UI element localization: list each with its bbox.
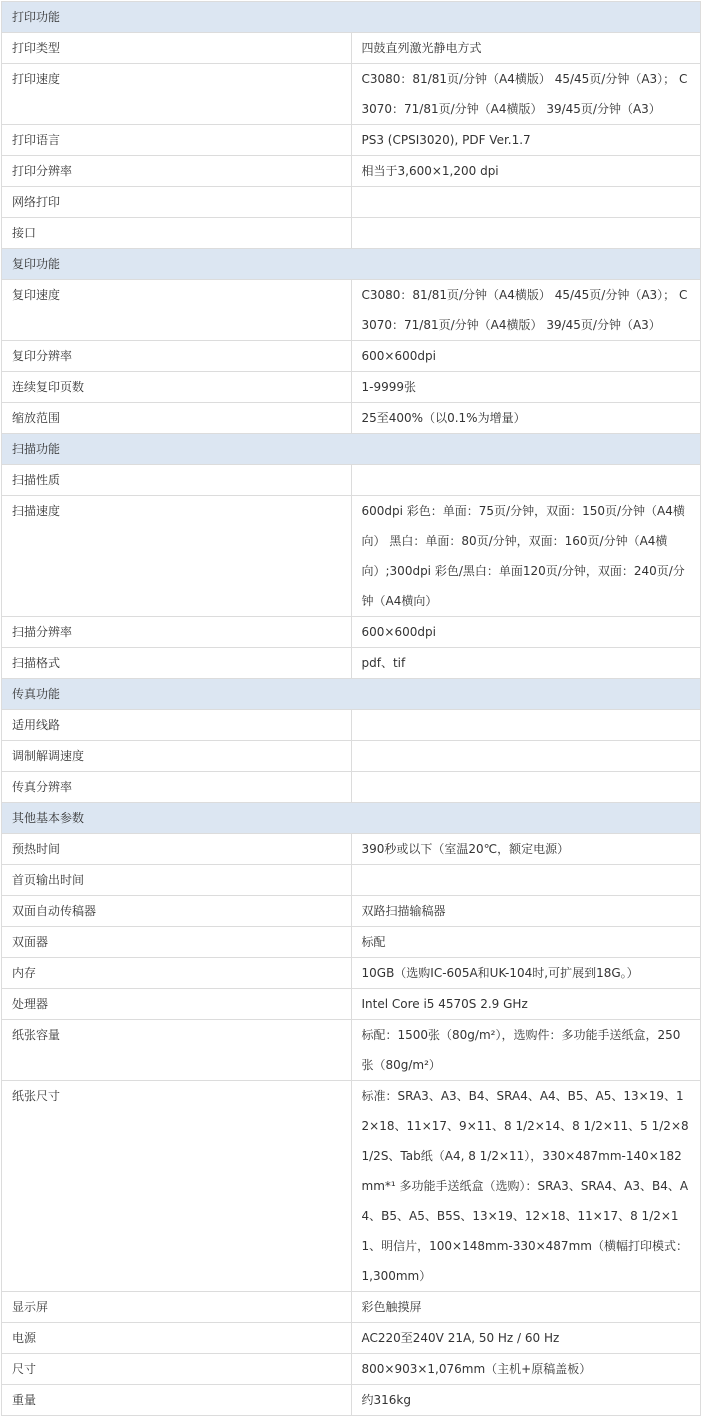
spec-label: 网络打印 <box>2 187 352 218</box>
spec-label: 适用线路 <box>2 710 352 741</box>
spec-row <box>2 1081 701 1292</box>
spec-row <box>2 741 701 772</box>
spec-value: 四鼓直列激光静电方式 <box>351 33 701 64</box>
spec-label: 打印类型 <box>2 33 352 64</box>
section-title: 打印功能 <box>2 2 701 33</box>
spec-value: pdf、tif <box>351 648 701 679</box>
spec-value <box>351 710 701 741</box>
spec-row <box>2 187 701 218</box>
spec-row <box>2 617 701 648</box>
spec-row <box>2 403 701 434</box>
spec-label: 打印语言 <box>2 125 352 156</box>
section-header-row <box>2 679 701 710</box>
spec-row <box>2 1385 701 1416</box>
spec-value: AC220至240V 21A, 50 Hz / 60 Hz <box>351 1323 701 1354</box>
spec-label: 电源 <box>2 1323 352 1354</box>
spec-row <box>2 465 701 496</box>
spec-row <box>2 496 701 617</box>
spec-label: 纸张尺寸 <box>2 1081 352 1292</box>
spec-label: 双面自动传稿器 <box>2 896 352 927</box>
section-title: 复印功能 <box>2 249 701 280</box>
spec-value: 600dpi 彩色：单面：75页/分钟，双面：150页/分钟（A4横向） 黑白：单面：80页/分钟，双面：160页/分钟（A4横向）;300dpi 彩色/黑白：单面120页/分钟，双面：240页/分钟（A4横向） <box>351 496 701 617</box>
spec-value: 彩色触摸屏 <box>351 1292 701 1323</box>
spec-value: 约316kg <box>351 1385 701 1416</box>
spec-label: 扫描速度 <box>2 496 352 617</box>
spec-row <box>2 33 701 64</box>
spec-row <box>2 989 701 1020</box>
spec-value: 600×600dpi <box>351 341 701 372</box>
spec-label: 尺寸 <box>2 1354 352 1385</box>
spec-label: 打印分辨率 <box>2 156 352 187</box>
spec-value: 800×903×1,076mm（主机+原稿盖板） <box>351 1354 701 1385</box>
spec-value <box>351 741 701 772</box>
spec-value: 双路扫描输稿器 <box>351 896 701 927</box>
spec-label: 处理器 <box>2 989 352 1020</box>
spec-value: 25至400%（以0.1%为增量） <box>351 403 701 434</box>
section-header-row <box>2 434 701 465</box>
spec-label: 扫描性质 <box>2 465 352 496</box>
spec-value: 390秒或以下（室温20℃，额定电源） <box>351 834 701 865</box>
spec-label: 接口 <box>2 218 352 249</box>
spec-value <box>351 218 701 249</box>
section-title: 其他基本参数 <box>2 803 701 834</box>
spec-value: 标配 <box>351 927 701 958</box>
spec-row <box>2 648 701 679</box>
spec-label: 双面器 <box>2 927 352 958</box>
spec-row <box>2 834 701 865</box>
spec-row <box>2 772 701 803</box>
spec-label: 扫描格式 <box>2 648 352 679</box>
spec-label: 复印速度 <box>2 280 352 341</box>
spec-value: 600×600dpi <box>351 617 701 648</box>
spec-row <box>2 896 701 927</box>
spec-value: C3080：81/81页/分钟（A4横版） 45/45页/分钟（A3）； C3070：71/81页/分钟（A4横版） 39/45页/分钟（A3） <box>351 280 701 341</box>
spec-row <box>2 218 701 249</box>
spec-value: 1-9999张 <box>351 372 701 403</box>
spec-row <box>2 1292 701 1323</box>
spec-row <box>2 341 701 372</box>
spec-label: 缩放范围 <box>2 403 352 434</box>
spec-label: 纸张容量 <box>2 1020 352 1081</box>
section-title: 扫描功能 <box>2 434 701 465</box>
section-title: 传真功能 <box>2 679 701 710</box>
spec-label: 复印分辨率 <box>2 341 352 372</box>
spec-label: 传真分辨率 <box>2 772 352 803</box>
spec-value: PS3 (CPSI3020), PDF Ver.1.7 <box>351 125 701 156</box>
spec-row <box>2 125 701 156</box>
spec-value: 标配：1500张（80g/m²），选购件：多功能手送纸盒，250张（80g/m²） <box>351 1020 701 1081</box>
spec-label: 预热时间 <box>2 834 352 865</box>
spec-value: Intel Core i5 4570S 2.9 GHz <box>351 989 701 1020</box>
section-header-row <box>2 2 701 33</box>
spec-row <box>2 865 701 896</box>
spec-row <box>2 372 701 403</box>
spec-label: 调制解调速度 <box>2 741 352 772</box>
spec-row <box>2 1020 701 1081</box>
spec-row <box>2 1354 701 1385</box>
spec-table <box>1 1 701 1416</box>
spec-label: 扫描分辨率 <box>2 617 352 648</box>
spec-value: C3080：81/81页/分钟（A4横版） 45/45页/分钟（A3）； C3070：71/81页/分钟（A4横版） 39/45页/分钟（A3） <box>351 64 701 125</box>
spec-row <box>2 64 701 125</box>
spec-label: 打印速度 <box>2 64 352 125</box>
spec-label: 重量 <box>2 1385 352 1416</box>
spec-value: 标准：SRA3、A3、B4、SRA4、A4、B5、A5、13×19、12×18、11×17、9×11、8 1/2×14、8 1/2×11、5 1/2×8 1/2S、Tab纸（A4, 8 1/2×11），330×487mm-140×182mm*¹ 多功能手送纸盒（选购）：SRA3、SRA4、A3、B4、A4、B5、A5、B5S、13×19、12×18、11×17、8 1/2×11、明信片，100×148mm-330×487mm（横幅打印模式：1,300mm） <box>351 1081 701 1292</box>
spec-row <box>2 1323 701 1354</box>
spec-value <box>351 865 701 896</box>
spec-row <box>2 280 701 341</box>
section-header-row <box>2 803 701 834</box>
spec-row <box>2 927 701 958</box>
spec-table-body <box>2 2 701 1416</box>
spec-value <box>351 772 701 803</box>
spec-value: 10GB（选购IC-605A和UK-104时,可扩展到18G。） <box>351 958 701 989</box>
spec-value: 相当于3,600×1,200 dpi <box>351 156 701 187</box>
spec-row <box>2 156 701 187</box>
spec-label: 连续复印页数 <box>2 372 352 403</box>
spec-label: 内存 <box>2 958 352 989</box>
section-header-row <box>2 249 701 280</box>
spec-value <box>351 187 701 218</box>
spec-label: 首页输出时间 <box>2 865 352 896</box>
spec-row <box>2 710 701 741</box>
spec-value <box>351 465 701 496</box>
spec-label: 显示屏 <box>2 1292 352 1323</box>
spec-row <box>2 958 701 989</box>
